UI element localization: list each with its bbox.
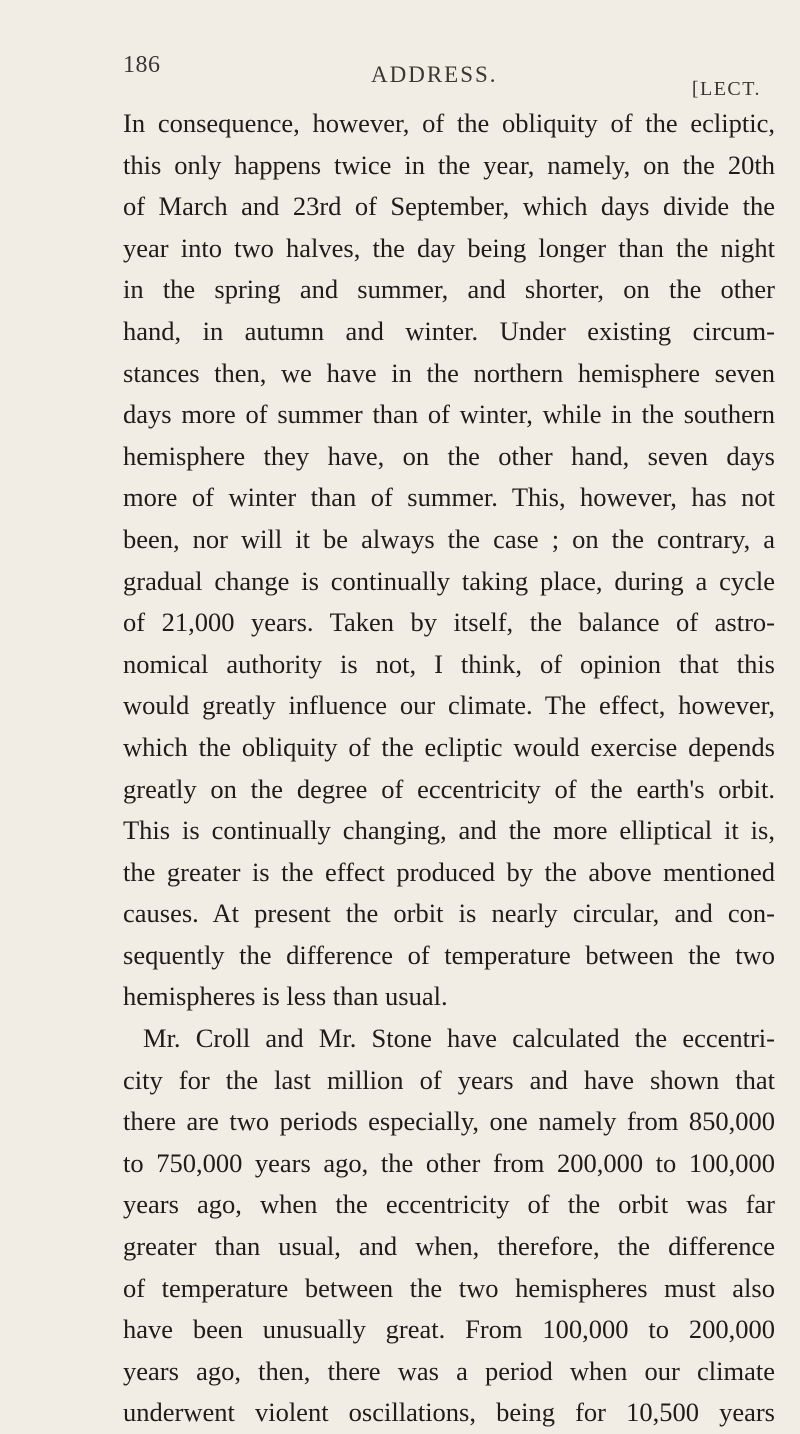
text-line: city for the last million of years and have shown that [123, 1064, 775, 1095]
text-line: year into two halves, the day being longer than the night [123, 232, 775, 263]
text-line: would greatly influence our climate. The effect, however, [123, 690, 775, 721]
text-line: in the spring and summer, and shorter, on the other [123, 274, 775, 305]
section-mark: [LECT. [691, 78, 761, 100]
text-line: underwent violent oscillations, being for 10,500 years [123, 1397, 775, 1428]
text-line: greater than usual, and when, therefore, the difference [123, 1231, 775, 1262]
text-line: of March and 23rd of September, which days divide the [123, 191, 775, 222]
text-line: been, nor will it be always the case ; on the contrary, a [123, 523, 775, 554]
text-line: of temperature between the two hemispheres must also [123, 1272, 775, 1303]
text-line: sequently the difference of temperature between the two [123, 939, 775, 970]
text-line: years ago, when the eccentricity of the orbit was far [123, 1189, 775, 1220]
text-line: This is continually changing, and the more elliptical it is, [123, 815, 775, 846]
paragraph-1 [123, 103, 775, 1018]
page-header [123, 52, 783, 102]
text-line: years ago, then, there was a period when our climate [123, 1355, 775, 1386]
text-line: more of winter than of summer. This, however, has not [123, 482, 775, 513]
text-line: have been unusually great. From 100,000 to 200,000 [123, 1314, 775, 1345]
text-line: In consequence, however, of the obliquity of the ecliptic, [123, 108, 775, 138]
body-text [123, 103, 775, 1434]
text-line: the greater is the effect produced by the above mentioned [123, 856, 775, 887]
text-line: nomical authority is not, I think, of opinion that this [123, 648, 775, 679]
text-line: Mr. Croll and Mr. Stone have calculated the eccentri- [143, 1023, 775, 1054]
text-line: days more of summer than of winter, while in the southern [123, 399, 775, 430]
text-line: greatly on the degree of eccentricity of the earth's orbit. [123, 773, 775, 804]
text-line: to 750,000 years ago, the other from 200,000 to 100,000 [123, 1147, 775, 1178]
text-line: there are two periods especially, one namely from 850,000 [123, 1106, 775, 1137]
page-number: 186 [123, 52, 161, 78]
text-line: causes. At present the orbit is nearly circular, and con- [123, 898, 775, 929]
text-line: which the obliquity of the ecliptic would exercise depends [123, 731, 775, 762]
paragraph-2 [123, 1018, 775, 1434]
running-head: ADDRESS. [371, 62, 498, 87]
text-line: gradual change is continually taking place, during a cycle [123, 565, 775, 596]
text-line: hand, in autumn and winter. Under existing circum- [123, 315, 775, 346]
text-line: this only happens twice in the year, namely, on the 20th [123, 149, 775, 180]
text-line: hemispheres is less than usual. [123, 981, 448, 1012]
text-line: of 21,000 years. Taken by itself, the balance of astro- [123, 607, 775, 638]
text-line: stances then, we have in the northern hemisphere seven [123, 357, 775, 388]
text-line: hemisphere they have, on the other hand, seven days [123, 440, 775, 471]
